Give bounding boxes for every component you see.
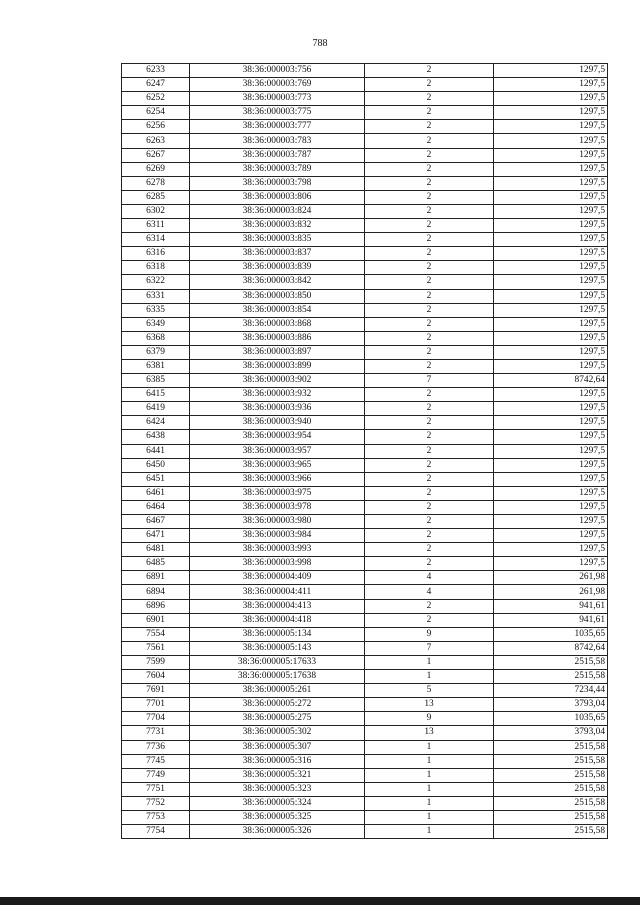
count-cell: 2 (365, 500, 494, 514)
cadastral-number-cell: 38:36:000003:899 (190, 359, 365, 373)
count-cell: 1 (365, 825, 494, 839)
value-cell: 1297,5 (494, 444, 608, 458)
value-cell: 941,61 (494, 613, 608, 627)
row-number-cell: 6269 (122, 162, 190, 176)
row-number-cell: 6481 (122, 543, 190, 557)
table-row (122, 64, 608, 78)
table-row (122, 486, 608, 500)
value-cell: 261,98 (494, 585, 608, 599)
cadastral-number-cell: 38:36:000003:954 (190, 430, 365, 444)
value-cell: 1297,5 (494, 176, 608, 190)
count-cell: 2 (365, 106, 494, 120)
cadastral-number-cell: 38:36:000003:806 (190, 190, 365, 204)
cadastral-number-cell: 38:36:000003:798 (190, 176, 365, 190)
table-row (122, 726, 608, 740)
count-cell: 2 (365, 120, 494, 134)
cadastral-number-cell: 38:36:000005:17633 (190, 655, 365, 669)
row-number-cell: 7751 (122, 782, 190, 796)
count-cell: 5 (365, 684, 494, 698)
value-cell: 1297,5 (494, 500, 608, 514)
value-cell: 1297,5 (494, 289, 608, 303)
table-row (122, 641, 608, 655)
cadastral-number-cell: 38:36:000004:409 (190, 571, 365, 585)
cadastral-number-cell: 38:36:000004:411 (190, 585, 365, 599)
value-cell: 1297,5 (494, 402, 608, 416)
cadastral-number-cell: 38:36:000005:272 (190, 698, 365, 712)
page-number: 788 (312, 38, 328, 49)
cadastral-number-cell: 38:36:000003:902 (190, 374, 365, 388)
row-number-cell: 6464 (122, 500, 190, 514)
value-cell: 1297,5 (494, 317, 608, 331)
table-row (122, 557, 608, 571)
table-row (122, 571, 608, 585)
count-cell: 2 (365, 345, 494, 359)
row-number-cell: 7749 (122, 768, 190, 782)
row-number-cell: 6256 (122, 120, 190, 134)
table-row (122, 585, 608, 599)
table-row (122, 134, 608, 148)
row-number-cell: 6891 (122, 571, 190, 585)
count-cell: 2 (365, 416, 494, 430)
value-cell: 1297,5 (494, 64, 608, 78)
row-number-cell: 6471 (122, 529, 190, 543)
table-row (122, 599, 608, 613)
count-cell: 2 (365, 64, 494, 78)
count-cell: 1 (365, 768, 494, 782)
cadastral-number-cell: 38:36:000003:932 (190, 388, 365, 402)
table-row (122, 529, 608, 543)
value-cell: 1297,5 (494, 261, 608, 275)
row-number-cell: 6450 (122, 458, 190, 472)
row-number-cell: 6438 (122, 430, 190, 444)
row-number-cell: 7704 (122, 712, 190, 726)
value-cell: 2515,58 (494, 810, 608, 824)
count-cell: 2 (365, 557, 494, 571)
registry-table-body (122, 64, 608, 839)
table-row (122, 359, 608, 373)
count-cell: 2 (365, 219, 494, 233)
value-cell: 1297,5 (494, 458, 608, 472)
value-cell: 1297,5 (494, 303, 608, 317)
value-cell: 1035,65 (494, 712, 608, 726)
cadastral-number-cell: 38:36:000003:975 (190, 486, 365, 500)
count-cell: 2 (365, 275, 494, 289)
count-cell: 1 (365, 782, 494, 796)
count-cell: 1 (365, 796, 494, 810)
row-number-cell: 6415 (122, 388, 190, 402)
table-row (122, 430, 608, 444)
cadastral-number-cell: 38:36:000005:134 (190, 627, 365, 641)
count-cell: 2 (365, 204, 494, 218)
table-row (122, 782, 608, 796)
cadastral-number-cell: 38:36:000005:324 (190, 796, 365, 810)
value-cell: 1297,5 (494, 416, 608, 430)
row-number-cell: 7745 (122, 754, 190, 768)
cadastral-number-cell: 38:36:000003:837 (190, 247, 365, 261)
value-cell: 1297,5 (494, 529, 608, 543)
registry-table (121, 63, 608, 839)
count-cell: 7 (365, 374, 494, 388)
value-cell: 1297,5 (494, 557, 608, 571)
row-number-cell: 6419 (122, 402, 190, 416)
row-number-cell: 6485 (122, 557, 190, 571)
value-cell: 1297,5 (494, 233, 608, 247)
cadastral-number-cell: 38:36:000003:897 (190, 345, 365, 359)
table-row (122, 261, 608, 275)
cadastral-number-cell: 38:36:000003:824 (190, 204, 365, 218)
table-row (122, 515, 608, 529)
row-number-cell: 7753 (122, 810, 190, 824)
value-cell: 1035,65 (494, 627, 608, 641)
table-row (122, 219, 608, 233)
row-number-cell: 6901 (122, 613, 190, 627)
count-cell: 2 (365, 444, 494, 458)
row-number-cell: 6311 (122, 219, 190, 233)
table-row (122, 402, 608, 416)
table-row (122, 92, 608, 106)
row-number-cell: 7736 (122, 740, 190, 754)
row-number-cell: 6461 (122, 486, 190, 500)
row-number-cell: 7561 (122, 641, 190, 655)
table-row (122, 500, 608, 514)
count-cell: 1 (365, 740, 494, 754)
value-cell: 2515,58 (494, 754, 608, 768)
value-cell: 1297,5 (494, 148, 608, 162)
value-cell: 2515,58 (494, 740, 608, 754)
table-row (122, 825, 608, 839)
cadastral-number-cell: 38:36:000005:261 (190, 684, 365, 698)
cadastral-number-cell: 38:36:000003:789 (190, 162, 365, 176)
table-row (122, 289, 608, 303)
value-cell: 941,61 (494, 599, 608, 613)
row-number-cell: 6467 (122, 515, 190, 529)
cadastral-number-cell: 38:36:000003:769 (190, 78, 365, 92)
table-row (122, 120, 608, 134)
table-row (122, 317, 608, 331)
count-cell: 7 (365, 641, 494, 655)
table-row (122, 247, 608, 261)
count-cell: 2 (365, 233, 494, 247)
cadastral-number-cell: 38:36:000003:965 (190, 458, 365, 472)
table-row (122, 712, 608, 726)
row-number-cell: 6335 (122, 303, 190, 317)
table-row (122, 233, 608, 247)
cadastral-number-cell: 38:36:000005:323 (190, 782, 365, 796)
count-cell: 2 (365, 486, 494, 500)
table-row (122, 684, 608, 698)
cadastral-number-cell: 38:36:000003:777 (190, 120, 365, 134)
cadastral-number-cell: 38:36:000003:984 (190, 529, 365, 543)
count-cell: 2 (365, 529, 494, 543)
value-cell: 2515,58 (494, 655, 608, 669)
row-number-cell: 7554 (122, 627, 190, 641)
cadastral-number-cell: 38:36:000003:966 (190, 472, 365, 486)
cadastral-number-cell: 38:36:000005:307 (190, 740, 365, 754)
table-row (122, 444, 608, 458)
value-cell: 1297,5 (494, 219, 608, 233)
value-cell: 1297,5 (494, 345, 608, 359)
table-row (122, 472, 608, 486)
cadastral-number-cell: 38:36:000003:842 (190, 275, 365, 289)
cadastral-number-cell: 38:36:000005:326 (190, 825, 365, 839)
value-cell: 1297,5 (494, 204, 608, 218)
row-number-cell: 6381 (122, 359, 190, 373)
count-cell: 1 (365, 754, 494, 768)
cadastral-number-cell: 38:36:000005:275 (190, 712, 365, 726)
cadastral-number-cell: 38:36:000003:783 (190, 134, 365, 148)
count-cell: 2 (365, 472, 494, 486)
row-number-cell: 6247 (122, 78, 190, 92)
value-cell: 1297,5 (494, 190, 608, 204)
value-cell: 1297,5 (494, 120, 608, 134)
row-number-cell: 7604 (122, 670, 190, 684)
value-cell: 2515,58 (494, 768, 608, 782)
row-number-cell: 6285 (122, 190, 190, 204)
row-number-cell: 6254 (122, 106, 190, 120)
row-number-cell: 6349 (122, 317, 190, 331)
value-cell: 1297,5 (494, 430, 608, 444)
cadastral-number-cell: 38:36:000005:321 (190, 768, 365, 782)
scan-bottom-edge (0, 897, 640, 905)
count-cell: 2 (365, 261, 494, 275)
cadastral-number-cell: 38:36:000005:143 (190, 641, 365, 655)
value-cell: 2515,58 (494, 796, 608, 810)
row-number-cell: 6441 (122, 444, 190, 458)
cadastral-number-cell: 38:36:000003:832 (190, 219, 365, 233)
count-cell: 9 (365, 712, 494, 726)
count-cell: 2 (365, 78, 494, 92)
table-row (122, 627, 608, 641)
row-number-cell: 6252 (122, 92, 190, 106)
cadastral-number-cell: 38:36:000003:886 (190, 331, 365, 345)
row-number-cell: 6302 (122, 204, 190, 218)
row-number-cell: 7731 (122, 726, 190, 740)
row-number-cell: 6316 (122, 247, 190, 261)
row-number-cell: 6379 (122, 345, 190, 359)
count-cell: 2 (365, 331, 494, 345)
count-cell: 2 (365, 162, 494, 176)
value-cell: 7234,44 (494, 684, 608, 698)
table-row (122, 148, 608, 162)
value-cell: 261,98 (494, 571, 608, 585)
value-cell: 2515,58 (494, 670, 608, 684)
value-cell: 1297,5 (494, 162, 608, 176)
cadastral-number-cell: 38:36:000003:756 (190, 64, 365, 78)
cadastral-number-cell: 38:36:000003:940 (190, 416, 365, 430)
count-cell: 2 (365, 515, 494, 529)
cadastral-number-cell: 38:36:000003:957 (190, 444, 365, 458)
cadastral-number-cell: 38:36:000003:850 (190, 289, 365, 303)
cadastral-number-cell: 38:36:000003:835 (190, 233, 365, 247)
cadastral-number-cell: 38:36:000005:17638 (190, 670, 365, 684)
count-cell: 2 (365, 176, 494, 190)
row-number-cell: 6322 (122, 275, 190, 289)
cadastral-number-cell: 38:36:000003:978 (190, 500, 365, 514)
table-row (122, 78, 608, 92)
value-cell: 1297,5 (494, 247, 608, 261)
row-number-cell: 6267 (122, 148, 190, 162)
row-number-cell: 7599 (122, 655, 190, 669)
count-cell: 2 (365, 134, 494, 148)
count-cell: 9 (365, 627, 494, 641)
table-row (122, 754, 608, 768)
cadastral-number-cell: 38:36:000003:787 (190, 148, 365, 162)
value-cell: 8742,64 (494, 641, 608, 655)
table-row (122, 796, 608, 810)
value-cell: 1297,5 (494, 92, 608, 106)
table-row (122, 345, 608, 359)
count-cell: 13 (365, 726, 494, 740)
table-row (122, 275, 608, 289)
row-number-cell: 6451 (122, 472, 190, 486)
value-cell: 2515,58 (494, 825, 608, 839)
value-cell: 1297,5 (494, 472, 608, 486)
count-cell: 2 (365, 359, 494, 373)
count-cell: 2 (365, 190, 494, 204)
table-row (122, 106, 608, 120)
table-row (122, 543, 608, 557)
count-cell: 1 (365, 670, 494, 684)
row-number-cell: 6314 (122, 233, 190, 247)
table-row (122, 162, 608, 176)
row-number-cell: 6385 (122, 374, 190, 388)
cadastral-number-cell: 38:36:000003:773 (190, 92, 365, 106)
table-row (122, 303, 608, 317)
cadastral-number-cell: 38:36:000005:316 (190, 754, 365, 768)
table-row (122, 740, 608, 754)
value-cell: 1297,5 (494, 78, 608, 92)
count-cell: 1 (365, 655, 494, 669)
table-row (122, 698, 608, 712)
value-cell: 1297,5 (494, 388, 608, 402)
table-row (122, 204, 608, 218)
count-cell: 1 (365, 810, 494, 824)
row-number-cell: 6894 (122, 585, 190, 599)
table-row (122, 655, 608, 669)
value-cell: 3793,04 (494, 726, 608, 740)
cadastral-number-cell: 38:36:000005:325 (190, 810, 365, 824)
row-number-cell: 6424 (122, 416, 190, 430)
count-cell: 2 (365, 402, 494, 416)
row-number-cell: 7691 (122, 684, 190, 698)
value-cell: 1297,5 (494, 275, 608, 289)
row-number-cell: 6896 (122, 599, 190, 613)
count-cell: 2 (365, 599, 494, 613)
value-cell: 8742,64 (494, 374, 608, 388)
row-number-cell: 6263 (122, 134, 190, 148)
count-cell: 2 (365, 247, 494, 261)
row-number-cell: 7701 (122, 698, 190, 712)
count-cell: 2 (365, 543, 494, 557)
count-cell: 2 (365, 317, 494, 331)
table-row (122, 416, 608, 430)
count-cell: 2 (365, 92, 494, 106)
count-cell: 4 (365, 571, 494, 585)
value-cell: 1297,5 (494, 134, 608, 148)
row-number-cell: 7752 (122, 796, 190, 810)
row-number-cell: 6368 (122, 331, 190, 345)
count-cell: 2 (365, 148, 494, 162)
row-number-cell: 6233 (122, 64, 190, 78)
table-row (122, 670, 608, 684)
count-cell: 13 (365, 698, 494, 712)
table-row (122, 768, 608, 782)
row-number-cell: 6318 (122, 261, 190, 275)
count-cell: 2 (365, 303, 494, 317)
value-cell: 1297,5 (494, 331, 608, 345)
value-cell: 2515,58 (494, 782, 608, 796)
row-number-cell: 6331 (122, 289, 190, 303)
row-number-cell: 6278 (122, 176, 190, 190)
value-cell: 1297,5 (494, 359, 608, 373)
count-cell: 2 (365, 430, 494, 444)
cadastral-number-cell: 38:36:000003:980 (190, 515, 365, 529)
row-number-cell: 7754 (122, 825, 190, 839)
cadastral-number-cell: 38:36:000003:868 (190, 317, 365, 331)
count-cell: 2 (365, 458, 494, 472)
cadastral-number-cell: 38:36:000003:854 (190, 303, 365, 317)
cadastral-number-cell: 38:36:000003:998 (190, 557, 365, 571)
cadastral-number-cell: 38:36:000003:775 (190, 106, 365, 120)
table-row (122, 458, 608, 472)
count-cell: 2 (365, 388, 494, 402)
value-cell: 1297,5 (494, 106, 608, 120)
table-row (122, 331, 608, 345)
count-cell: 4 (365, 585, 494, 599)
cadastral-number-cell: 38:36:000003:839 (190, 261, 365, 275)
table-row (122, 388, 608, 402)
cadastral-number-cell: 38:36:000003:936 (190, 402, 365, 416)
table-row (122, 613, 608, 627)
value-cell: 1297,5 (494, 515, 608, 529)
cadastral-number-cell: 38:36:000005:302 (190, 726, 365, 740)
value-cell: 1297,5 (494, 543, 608, 557)
count-cell: 2 (365, 289, 494, 303)
table-row (122, 374, 608, 388)
table-row (122, 176, 608, 190)
cadastral-number-cell: 38:36:000004:413 (190, 599, 365, 613)
value-cell: 1297,5 (494, 486, 608, 500)
value-cell: 3793,04 (494, 698, 608, 712)
table-row (122, 810, 608, 824)
count-cell: 2 (365, 613, 494, 627)
table-row (122, 190, 608, 204)
cadastral-number-cell: 38:36:000003:993 (190, 543, 365, 557)
cadastral-number-cell: 38:36:000004:418 (190, 613, 365, 627)
